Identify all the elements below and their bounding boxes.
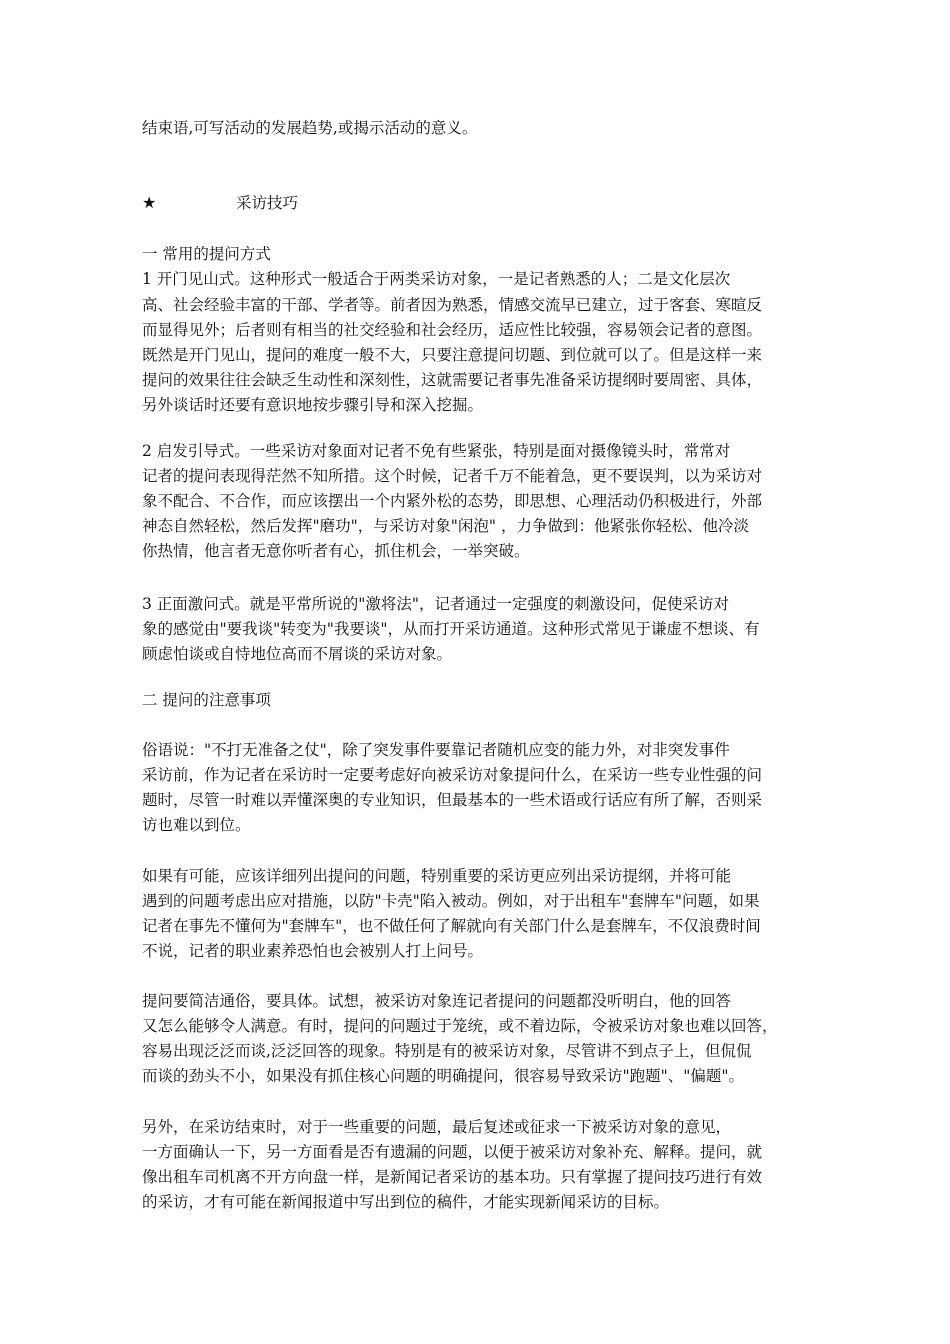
- text-line: 记者在事先不懂何为"套牌车"，也不做任何了解就向有关部门什么是套牌车，不仅浪费时间: [142, 917, 761, 935]
- text-line: 容易出现泛泛而谈,泛泛回答的现象。特别是有的被采访对象，尽管讲不到点子上，但侃侃: [142, 1042, 752, 1060]
- text-line: 像出租车司机离不开方向盘一样，是新闻记者采访的基本功。只有掌握了提问技巧进行有效: [142, 1168, 763, 1186]
- text-line: 题时，尽管一时难以弄懂深奥的专业知识，但最基本的一些术语或行话应有所了解，否则采: [142, 791, 763, 809]
- text-line: 象的感觉由"要我谈"转变为"我要谈"，从而打开采访通道。这种形式常见于谦虚不想谈、有: [142, 620, 760, 638]
- text-line: 高、社会经验丰富的干部、学者等。前者因为熟悉，情感交流早已建立，过于客套、寒暄反: [142, 296, 763, 314]
- text-line: 俗语说："不打无准备之仗"，除了突发事件要靠记者随机应变的能力外，对非突发事件: [142, 741, 730, 759]
- text-line: 记者的提问表现得茫然不知所措。这个时候，记者千万不能着急，更不要误判，以为采访对: [142, 467, 763, 485]
- text-line: 一方面确认一下，另一方面看是否有遗漏的问题，以便于被采访对象补充、解释。提问，就: [142, 1143, 763, 1161]
- text-line: 不说，记者的职业素养恐怕也会被别人打上问号。: [142, 942, 484, 960]
- text-line: 而显得见外；后者则有相当的社交经验和社会经历，适应性比较强，容易领会记者的意图。: [142, 321, 763, 339]
- text-line: 另外，在采访结束时，对于一些重要的问题，最后复述或征求一下被采访对象的意见，: [142, 1118, 732, 1136]
- section-title: 采访技巧: [236, 194, 299, 212]
- text-line: 提问要简洁通俗，要具体。试想，被采访对象连记者提问的问题都没听明白，他的回答: [142, 992, 732, 1010]
- star-icon: ★: [142, 193, 157, 212]
- text-line: 神态自然轻松，然后发挥"磨功"，与采访对象"闲泡" ，力争做到：他紧张你轻松、他冷淡: [142, 517, 749, 535]
- text-line: 又怎么能够令人满意。有时，提问的问题过于笼统，或不着边际，令被采访对象也难以回答，: [142, 1017, 778, 1035]
- intro-line: 结束语,可写活动的发展趋势,或揭示活动的意义。: [142, 119, 478, 137]
- text-line: 另外谈话时还要有意识地按步骤引导和深入挖掘。: [142, 396, 484, 414]
- text-line: 1 开门见山式。这种形式一般适合于两类采访对象，一是记者熟悉的人；二是文化层次: [142, 270, 731, 288]
- text-line: 如果有可能，应该详细列出提问的问题，特别重要的采访更应列出采访提纲，并将可能: [142, 867, 732, 885]
- text-line: 提问的效果往往会缺乏生动性和深刻性，这就需要记者事先准备采访提纲时要周密、具体，: [142, 371, 763, 389]
- part1-heading: 一 常用的提问方式: [142, 245, 271, 263]
- text-line: 象不配合、不合作，而应该摆出一个内紧外松的态势，即思想、心理活动仍积极进行，外部: [142, 492, 763, 510]
- text-line: 遇到的问题考虑出应对措施，以防"卡壳"陷入被动。例如，对于出租车"套牌车"问题，如果: [142, 892, 760, 910]
- text-line: 3 正面激问式。就是平常所说的"激将法"，记者通过一定强度的刺激设问，促使采访对: [142, 595, 730, 613]
- part2-heading: 二 提问的注意事项: [142, 691, 271, 709]
- text-line: 采访前，作为记者在采访时一定要考虑好向被采访对象提问什么，在采访一些专业性强的问: [142, 766, 763, 784]
- text-line: 而谈的劲头不小，如果没有抓住核心问题的明确提问，很容易导致采访"跑题"、"偏题"。: [142, 1067, 745, 1085]
- text-line: 顾虑怕谈或自恃地位高而不屑谈的采访对象。: [142, 645, 453, 663]
- text-line: 既然是开门见山，提问的难度一般不大，只要注意提问切题、到位就可以了。但是这样一来: [142, 346, 763, 364]
- text-line: 2 启发引导式。一些采访对象面对记者不免有些紧张，特别是面对摄像镜头时，常常对: [142, 442, 731, 460]
- text-line: 访也难以到位。: [142, 816, 251, 834]
- text-line: 你热情，他言者无意你听者有心，抓住机会，一举突破。: [142, 542, 530, 560]
- text-line: 的采访，才有可能在新闻报道中写出到位的稿件，才能实现新闻采访的目标。: [142, 1193, 670, 1211]
